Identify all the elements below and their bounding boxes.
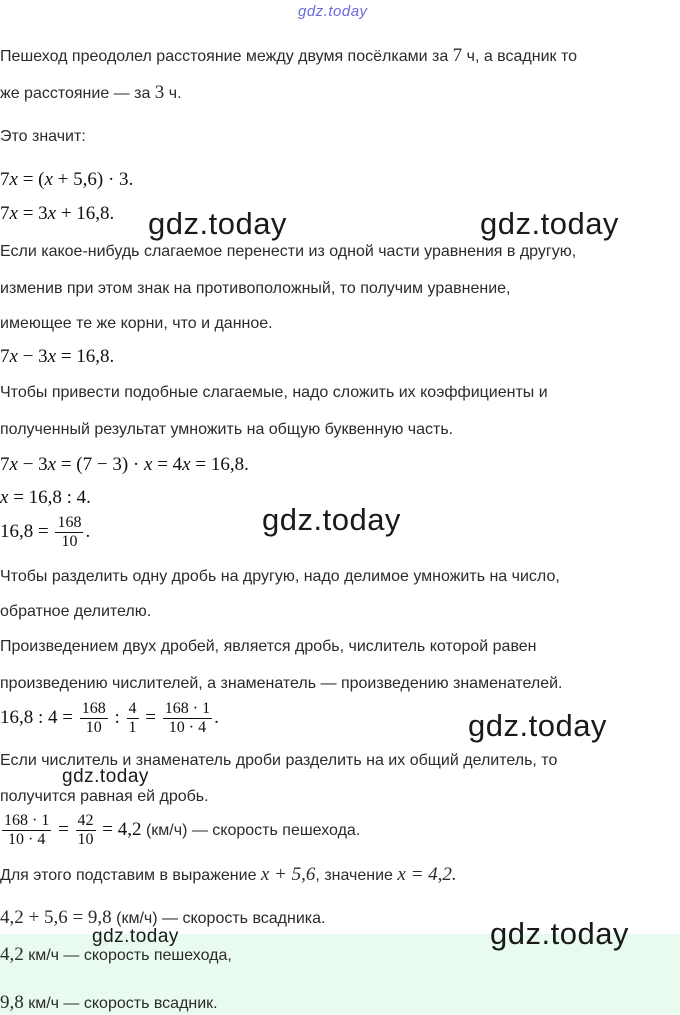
math-number: 3: [154, 82, 165, 103]
text-segment: , значение: [315, 867, 398, 884]
text-segment: (км/ч) — скорость всадника.: [111, 910, 326, 927]
rule-text: произведению числителей, а знаменатель — произведению знаменателей.: [0, 675, 563, 692]
watermark: gdz.today: [468, 708, 607, 743]
fraction: [55, 514, 83, 551]
equation-1: 7x = (x + 5,6) · 3.: [0, 169, 134, 190]
intro-text: Это значит:: [0, 128, 86, 145]
numerator: 168 · 1: [164, 700, 211, 717]
rule-text: имеющее те же корни, что и данное.: [0, 315, 273, 332]
text-segment: (км/ч) — скорость пешехода.: [141, 821, 361, 839]
math-text: = 4,2: [102, 818, 142, 840]
rule-text: Если какое-нибудь слагаемое перенести из одной части уравнения в другую,: [0, 243, 577, 260]
answer-line-2: [0, 992, 218, 1014]
text-segment: Для этого подставим в выражение: [0, 867, 261, 884]
watermark-small: gdz.today: [92, 926, 179, 947]
equation-6: 16,8 = $\frac{168}{10}$ .: [0, 514, 91, 550]
numerator: 168 · 1: [4, 812, 50, 829]
equation-5: x = 16,8 : 4.: [0, 487, 91, 508]
watermark: gdz.today: [262, 502, 401, 537]
equation-7: 16,8 : 4 = $\frac{168}{10}$ : $\frac{4}{1}$ = $\frac{168 \cdot 1}{10 \cdot 4}$ .: [0, 700, 219, 736]
rule-text: обратное делителю.: [0, 603, 152, 620]
text-segment: Пешеход преодолел расстояние между двумя посёлками за: [0, 48, 453, 65]
text-segment: км/ч — скорость всадник.: [23, 995, 218, 1012]
text-segment: км/ч — скорость пешехода,: [23, 947, 232, 964]
math-number: 9,8: [0, 992, 24, 1013]
denominator: 10: [77, 831, 94, 848]
denominator: 10 · 4: [168, 719, 207, 736]
rule-text: Чтобы привести подобные слагаемые, надо сложить их коэффициенты и: [0, 384, 548, 401]
text-segment: ч.: [164, 85, 182, 102]
problem-line-2: [0, 82, 182, 104]
problem-line-1: [0, 45, 577, 67]
fraction: [76, 812, 96, 849]
text-segment: ч, а всадник то: [462, 48, 577, 65]
equation-3: 7x − 3x = 16,8.: [0, 346, 115, 367]
rule-text: Если числитель и знаменатель дроби разделить на их общий делитель, то: [0, 752, 558, 769]
denominator: 10: [61, 533, 78, 550]
math-expression: 4,2 + 5,6 = 9,8: [0, 907, 112, 928]
answer-line-1: [0, 944, 232, 966]
math-expression: x + 5,6: [260, 864, 316, 885]
watermark-top: gdz.today: [298, 3, 368, 20]
watermark: gdz.today: [480, 206, 619, 241]
rule-text: изменив при этом знак на противоположный, то получим уравнение,: [0, 280, 511, 297]
numerator: 168: [81, 700, 106, 717]
watermark-small: gdz.today: [62, 766, 149, 787]
numerator: 4: [128, 700, 137, 717]
equation-8: $\frac{168 \cdot 1}{10 \cdot 4}$ = $\frac{42}{10}$ = 4,2 (км/ч) — скорость пешехода.: [4, 812, 361, 848]
equation-2: 7x = 3x + 16,8.: [0, 203, 115, 224]
fraction: [2, 812, 51, 849]
fraction: [127, 700, 139, 737]
math-number: 7: [452, 45, 463, 66]
denominator: 1: [128, 719, 137, 736]
math-text: 16,8 : 4 =: [0, 706, 73, 728]
denominator: 10: [85, 719, 102, 736]
denominator: 10 · 4: [8, 831, 46, 848]
fraction: [163, 700, 212, 737]
numerator: 42: [77, 812, 94, 829]
math-text: 16,8 =: [0, 520, 49, 542]
equation-4: 7x − 3x = (7 − 3) · x = 4x = 16,8.: [0, 454, 249, 475]
text-segment: же расстояние — за: [0, 85, 155, 102]
rule-text: Произведением двух дробей, является дробь, числитель которой равен: [0, 638, 537, 655]
substitution-line: [0, 864, 457, 886]
rule-text: Чтобы разделить одну дробь на другую, надо делимое умножить на число,: [0, 568, 560, 585]
math-number: 4,2: [0, 944, 24, 965]
fraction: [80, 700, 108, 737]
rule-text: получится равная ей дробь.: [0, 788, 209, 805]
math-expression: x = 4,2.: [397, 864, 457, 885]
rule-text: полученный результат умножить на общую буквенную часть.: [0, 421, 454, 438]
watermark: gdz.today: [490, 916, 629, 951]
watermark: gdz.today: [148, 206, 287, 241]
numerator: 168: [57, 514, 82, 531]
